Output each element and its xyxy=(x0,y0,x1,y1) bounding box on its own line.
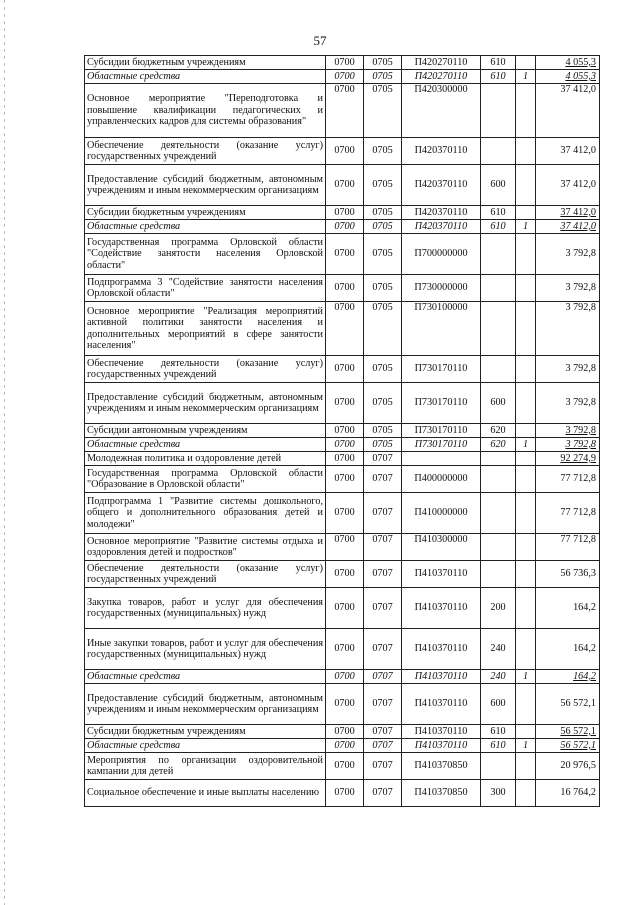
funding-source-cell xyxy=(516,493,536,534)
subsection-code-cell: 0705 xyxy=(364,165,402,206)
expense-type-cell: 300 xyxy=(481,780,516,807)
target-article-cell: П410370110 xyxy=(402,725,481,739)
funding-source-cell xyxy=(516,725,536,739)
table-row xyxy=(85,383,600,424)
section-code-cell: 0700 xyxy=(326,684,364,725)
subsection-code-cell: 0705 xyxy=(364,356,402,383)
section-code-cell: 0700 xyxy=(326,561,364,588)
target-article-cell: П420300000 xyxy=(402,84,481,138)
expense-type-cell xyxy=(481,356,516,383)
subsection-code-cell: 0707 xyxy=(364,629,402,670)
row-name-cell: Субсидии автономным учреждениям xyxy=(85,424,326,438)
section-code-cell: 0700 xyxy=(326,466,364,493)
expense-type-cell xyxy=(481,534,516,561)
subsection-code-cell: 0705 xyxy=(364,70,402,84)
subsection-code-cell: 0707 xyxy=(364,561,402,588)
table-row xyxy=(85,588,600,629)
expense-type-cell: 610 xyxy=(481,70,516,84)
amount-cell: 37 412,0 xyxy=(536,138,600,165)
target-article-cell: П400000000 xyxy=(402,466,481,493)
funding-source-cell xyxy=(516,206,536,220)
amount-cell: 56 572,1 xyxy=(536,725,600,739)
table-row xyxy=(85,725,600,739)
expense-type-cell xyxy=(481,138,516,165)
subsection-code-cell: 0705 xyxy=(364,84,402,138)
row-name-cell: Субсидии бюджетным учреждениям xyxy=(85,206,326,220)
target-article-cell: П730170110 xyxy=(402,424,481,438)
amount-cell: 56 572,1 xyxy=(536,684,600,725)
table-row xyxy=(85,739,600,753)
funding-source-cell xyxy=(516,302,536,356)
expense-type-cell: 600 xyxy=(481,684,516,725)
page-number: 57 xyxy=(313,33,327,48)
expense-type-cell xyxy=(481,84,516,138)
expense-type-cell xyxy=(481,493,516,534)
table-row xyxy=(85,561,600,588)
amount-cell: 164,2 xyxy=(536,588,600,629)
subsection-code-cell: 0707 xyxy=(364,739,402,753)
subsection-code-cell: 0707 xyxy=(364,534,402,561)
row-name-cell: Областные средства xyxy=(85,670,326,684)
funding-source-cell xyxy=(516,753,536,780)
expense-type-cell: 610 xyxy=(481,725,516,739)
table-row xyxy=(85,70,600,84)
row-name-cell: Обеспечение деятельности (оказание услуг) государственных учреждений xyxy=(85,138,326,165)
subsection-code-cell: 0705 xyxy=(364,206,402,220)
section-code-cell: 0700 xyxy=(326,138,364,165)
amount-cell: 37 412,0 xyxy=(536,220,600,234)
row-name-cell: Субсидии бюджетным учреждениям xyxy=(85,56,326,70)
table-row xyxy=(85,753,600,780)
funding-source-cell xyxy=(516,424,536,438)
funding-source-cell xyxy=(516,383,536,424)
subsection-code-cell: 0705 xyxy=(364,424,402,438)
target-article-cell: П410370110 xyxy=(402,670,481,684)
expense-type-cell: 600 xyxy=(481,165,516,206)
row-name-cell: Мероприятия по организации оздоровительной кампании для детей xyxy=(85,753,326,780)
section-code-cell: 0700 xyxy=(326,56,364,70)
section-code-cell: 0700 xyxy=(326,452,364,466)
table-row xyxy=(85,534,600,561)
target-article-cell: П420370110 xyxy=(402,220,481,234)
subsection-code-cell: 0707 xyxy=(364,780,402,807)
target-article-cell: П410370110 xyxy=(402,684,481,725)
row-name-cell: Подпрограмма 3 "Содействие занятости населения Орловской области" xyxy=(85,275,326,302)
amount-cell: 77 712,8 xyxy=(536,466,600,493)
target-article-cell: П410370110 xyxy=(402,739,481,753)
target-article-cell: П730170110 xyxy=(402,383,481,424)
subsection-code-cell: 0705 xyxy=(364,275,402,302)
row-name-cell: Иные закупки товаров, работ и услуг для обеспечения государственных (муниципальных) нужд xyxy=(85,629,326,670)
subsection-code-cell: 0707 xyxy=(364,670,402,684)
row-name-cell: Областные средства xyxy=(85,438,326,452)
subsection-code-cell: 0705 xyxy=(364,438,402,452)
expense-type-cell: 610 xyxy=(481,220,516,234)
section-code-cell: 0700 xyxy=(326,534,364,561)
funding-source-cell: 1 xyxy=(516,739,536,753)
row-name-cell: Предоставление субсидий бюджетным, автономным учреждениям и иным некоммерческим организациям xyxy=(85,684,326,725)
section-code-cell: 0700 xyxy=(326,165,364,206)
table-row xyxy=(85,234,600,275)
subsection-code-cell: 0705 xyxy=(364,138,402,165)
row-name-cell: Областные средства xyxy=(85,70,326,84)
amount-cell: 3 792,8 xyxy=(536,438,600,452)
section-code-cell: 0700 xyxy=(326,780,364,807)
section-code-cell: 0700 xyxy=(326,356,364,383)
target-article-cell: П730170110 xyxy=(402,356,481,383)
row-name-cell: Подпрограмма 1 "Развитие системы дошкольного, общего и дополнительного образования детей и молодежи" xyxy=(85,493,326,534)
expense-type-cell: 610 xyxy=(481,206,516,220)
amount-cell: 3 792,8 xyxy=(536,275,600,302)
funding-source-cell xyxy=(516,275,536,302)
expense-type-cell: 240 xyxy=(481,629,516,670)
amount-cell: 92 274,9 xyxy=(536,452,600,466)
expense-type-cell xyxy=(481,452,516,466)
funding-source-cell xyxy=(516,684,536,725)
target-article-cell: П410370110 xyxy=(402,561,481,588)
expense-type-cell xyxy=(481,275,516,302)
funding-source-cell xyxy=(516,534,536,561)
amount-cell: 3 792,8 xyxy=(536,383,600,424)
section-code-cell: 0700 xyxy=(326,629,364,670)
funding-source-cell: 1 xyxy=(516,438,536,452)
section-code-cell: 0700 xyxy=(326,275,364,302)
target-article-cell: П730000000 xyxy=(402,275,481,302)
table-row xyxy=(85,424,600,438)
row-name-cell: Молодежная политика и оздоровление детей xyxy=(85,452,326,466)
table-row xyxy=(85,206,600,220)
table-row xyxy=(85,452,600,466)
funding-source-cell xyxy=(516,466,536,493)
funding-source-cell xyxy=(516,234,536,275)
section-code-cell: 0700 xyxy=(326,383,364,424)
amount-cell: 16 764,2 xyxy=(536,780,600,807)
section-code-cell: 0700 xyxy=(326,588,364,629)
expense-type-cell: 610 xyxy=(481,56,516,70)
section-code-cell: 0700 xyxy=(326,424,364,438)
funding-source-cell xyxy=(516,452,536,466)
expense-type-cell: 200 xyxy=(481,588,516,629)
budget-table-body xyxy=(85,56,600,807)
subsection-code-cell: 0707 xyxy=(364,753,402,780)
amount-cell: 77 712,8 xyxy=(536,534,600,561)
section-code-cell: 0700 xyxy=(326,438,364,452)
row-name-cell: Основное мероприятие "Реализация мероприятий активной политики занятости населения и дополнительных мероприятий в сфере занятости населения" xyxy=(85,302,326,356)
target-article-cell: П410000000 xyxy=(402,493,481,534)
row-name-cell: Закупка товаров, работ и услуг для обеспечения государственных (муниципальных) нужд xyxy=(85,588,326,629)
row-name-cell: Социальное обеспечение и иные выплаты населению xyxy=(85,780,326,807)
target-article-cell: П420370110 xyxy=(402,165,481,206)
section-code-cell: 0700 xyxy=(326,302,364,356)
section-code-cell: 0700 xyxy=(326,234,364,275)
amount-cell: 56 572,1 xyxy=(536,739,600,753)
table-row xyxy=(85,780,600,807)
row-name-cell: Основное мероприятие "Развитие системы отдыха и оздоровления детей и подростков" xyxy=(85,534,326,561)
funding-source-cell xyxy=(516,356,536,383)
amount-cell: 4 055,3 xyxy=(536,56,600,70)
expense-type-cell xyxy=(481,753,516,780)
section-code-cell: 0700 xyxy=(326,753,364,780)
funding-source-cell: 1 xyxy=(516,670,536,684)
subsection-code-cell: 0707 xyxy=(364,588,402,629)
table-row xyxy=(85,493,600,534)
funding-source-cell xyxy=(516,780,536,807)
funding-source-cell xyxy=(516,165,536,206)
section-code-cell: 0700 xyxy=(326,725,364,739)
target-article-cell: П730170110 xyxy=(402,438,481,452)
section-code-cell: 0700 xyxy=(326,670,364,684)
target-article-cell: П700000000 xyxy=(402,234,481,275)
funding-source-cell xyxy=(516,138,536,165)
target-article-cell: П410370110 xyxy=(402,629,481,670)
row-name-cell: Областные средства xyxy=(85,220,326,234)
table-row xyxy=(85,165,600,206)
amount-cell: 37 412,0 xyxy=(536,84,600,138)
amount-cell: 3 792,8 xyxy=(536,234,600,275)
amount-cell: 164,2 xyxy=(536,670,600,684)
row-name-cell: Предоставление субсидий бюджетным, автономным учреждениям и иным некоммерческим организациям xyxy=(85,165,326,206)
expense-type-cell: 600 xyxy=(481,383,516,424)
amount-cell: 4 055,3 xyxy=(536,70,600,84)
table-row xyxy=(85,84,600,138)
table-row xyxy=(85,356,600,383)
section-code-cell: 0700 xyxy=(326,493,364,534)
amount-cell: 77 712,8 xyxy=(536,493,600,534)
table-row xyxy=(85,670,600,684)
section-code-cell: 0700 xyxy=(326,84,364,138)
target-article-cell: П410370850 xyxy=(402,780,481,807)
subsection-code-cell: 0707 xyxy=(364,452,402,466)
target-article-cell: П410370110 xyxy=(402,588,481,629)
table-row xyxy=(85,220,600,234)
target-article-cell: П420370110 xyxy=(402,138,481,165)
subsection-code-cell: 0707 xyxy=(364,493,402,534)
table-row xyxy=(85,138,600,165)
amount-cell: 56 736,3 xyxy=(536,561,600,588)
funding-source-cell xyxy=(516,588,536,629)
table-row xyxy=(85,684,600,725)
section-code-cell: 0700 xyxy=(326,70,364,84)
section-code-cell: 0700 xyxy=(326,220,364,234)
section-code-cell: 0700 xyxy=(326,206,364,220)
section-code-cell: 0700 xyxy=(326,739,364,753)
budget-table xyxy=(84,55,600,807)
funding-source-cell xyxy=(516,629,536,670)
expense-type-cell xyxy=(481,561,516,588)
target-article-cell xyxy=(402,452,481,466)
target-article-cell: П410370850 xyxy=(402,753,481,780)
subsection-code-cell: 0705 xyxy=(364,302,402,356)
target-article-cell: П410300000 xyxy=(402,534,481,561)
amount-cell: 37 412,0 xyxy=(536,206,600,220)
amount-cell: 37 412,0 xyxy=(536,165,600,206)
funding-source-cell: 1 xyxy=(516,220,536,234)
row-name-cell: Основное мероприятие "Переподготовка и повышение квалификации педагогических и управленческих кадров для системы образования" xyxy=(85,84,326,138)
table-row xyxy=(85,302,600,356)
row-name-cell: Субсидии бюджетным учреждениям xyxy=(85,725,326,739)
target-article-cell: П730100000 xyxy=(402,302,481,356)
row-name-cell: Государственная программа Орловской области "Образование в Орловской области" xyxy=(85,466,326,493)
row-name-cell: Обеспечение деятельности (оказание услуг) государственных учреждений xyxy=(85,356,326,383)
subsection-code-cell: 0707 xyxy=(364,725,402,739)
subsection-code-cell: 0705 xyxy=(364,56,402,70)
expense-type-cell xyxy=(481,466,516,493)
funding-source-cell: 1 xyxy=(516,70,536,84)
subsection-code-cell: 0705 xyxy=(364,234,402,275)
target-article-cell: П420370110 xyxy=(402,206,481,220)
funding-source-cell xyxy=(516,56,536,70)
expense-type-cell: 620 xyxy=(481,424,516,438)
expense-type-cell: 620 xyxy=(481,438,516,452)
amount-cell: 3 792,8 xyxy=(536,356,600,383)
expense-type-cell xyxy=(481,302,516,356)
amount-cell: 3 792,8 xyxy=(536,302,600,356)
subsection-code-cell: 0707 xyxy=(364,684,402,725)
row-name-cell: Областные средства xyxy=(85,739,326,753)
table-row xyxy=(85,438,600,452)
table-row xyxy=(85,275,600,302)
amount-cell: 3 792,8 xyxy=(536,424,600,438)
subsection-code-cell: 0705 xyxy=(364,220,402,234)
funding-source-cell xyxy=(516,84,536,138)
subsection-code-cell: 0707 xyxy=(364,466,402,493)
row-name-cell: Государственная программа Орловской области "Содействие занятости населения Орловской области" xyxy=(85,234,326,275)
amount-cell: 164,2 xyxy=(536,629,600,670)
funding-source-cell xyxy=(516,561,536,588)
scan-margin-line xyxy=(4,0,5,905)
expense-type-cell: 240 xyxy=(481,670,516,684)
row-name-cell: Предоставление субсидий бюджетным, автономным учреждениям и иным некоммерческим организациям xyxy=(85,383,326,424)
expense-type-cell xyxy=(481,234,516,275)
target-article-cell: П420270110 xyxy=(402,70,481,84)
table-row xyxy=(85,466,600,493)
expense-type-cell: 610 xyxy=(481,739,516,753)
row-name-cell: Обеспечение деятельности (оказание услуг) государственных учреждений xyxy=(85,561,326,588)
target-article-cell: П420270110 xyxy=(402,56,481,70)
table-row xyxy=(85,56,600,70)
table-row xyxy=(85,629,600,670)
amount-cell: 20 976,5 xyxy=(536,753,600,780)
subsection-code-cell: 0705 xyxy=(364,383,402,424)
